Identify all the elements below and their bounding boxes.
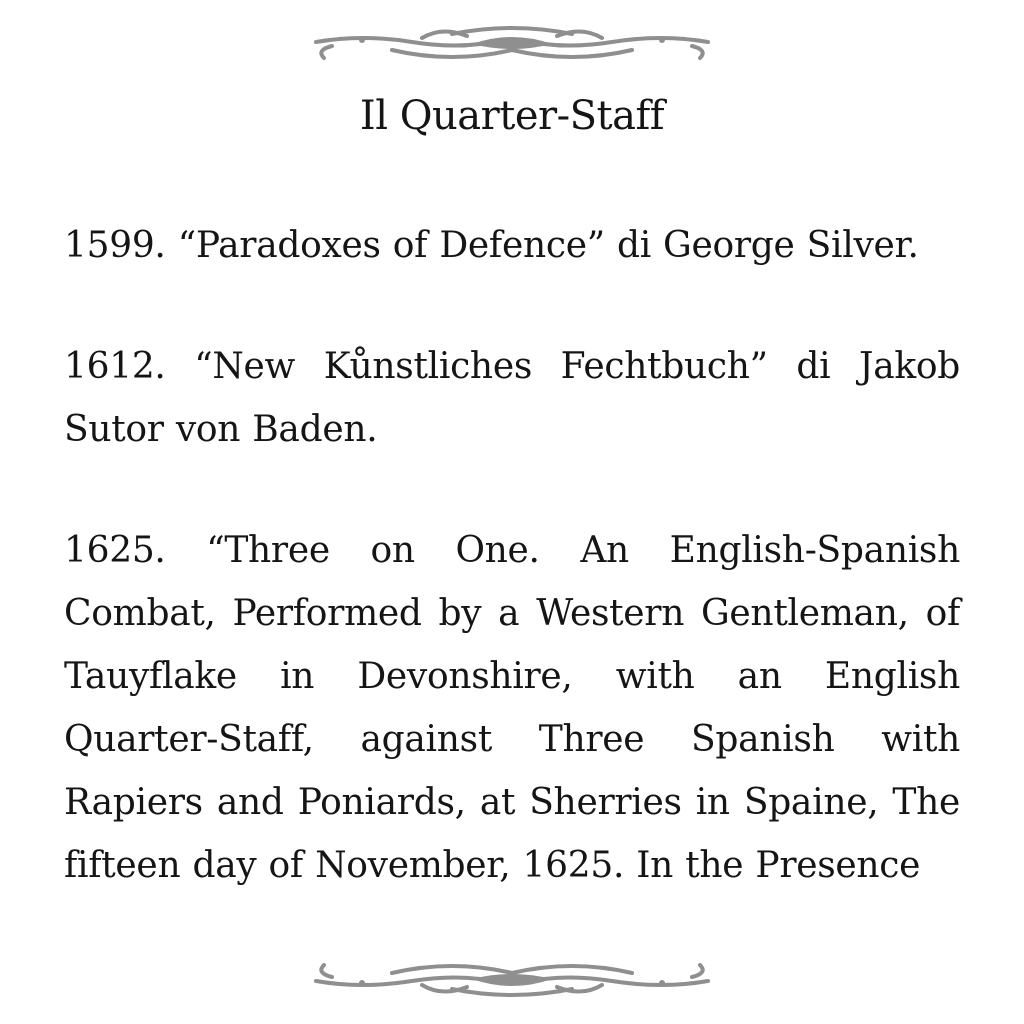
page-title: Il Quarter-Staff bbox=[359, 93, 665, 139]
scroll-flourish-icon bbox=[302, 955, 722, 1003]
entry-year: 1625. bbox=[64, 530, 166, 571]
entry-text: “New Kůnstliches Fechtbuch” di Jakob Sutor von Baden. bbox=[64, 346, 960, 450]
entry-text: “Paradoxes of Defence” di George Silver. bbox=[177, 225, 919, 266]
entry-list bbox=[64, 214, 960, 897]
scroll-flourish-icon bbox=[302, 20, 722, 68]
list-item bbox=[64, 335, 960, 461]
entry-text: “Three on One. An English-Spanish Combat, Performed by a Western Gentleman, of Tauyflake in Devonshire, with an English Quarter-Staff, against Three Spanish with Rapiers and Poniards, at Sherries in Spaine, The fifteen day of November, 1625. In the Presence bbox=[64, 530, 960, 886]
entry-year: 1612. bbox=[64, 346, 166, 387]
entry-year: 1599. bbox=[64, 225, 166, 266]
list-item bbox=[64, 519, 960, 897]
list-item bbox=[64, 214, 960, 277]
